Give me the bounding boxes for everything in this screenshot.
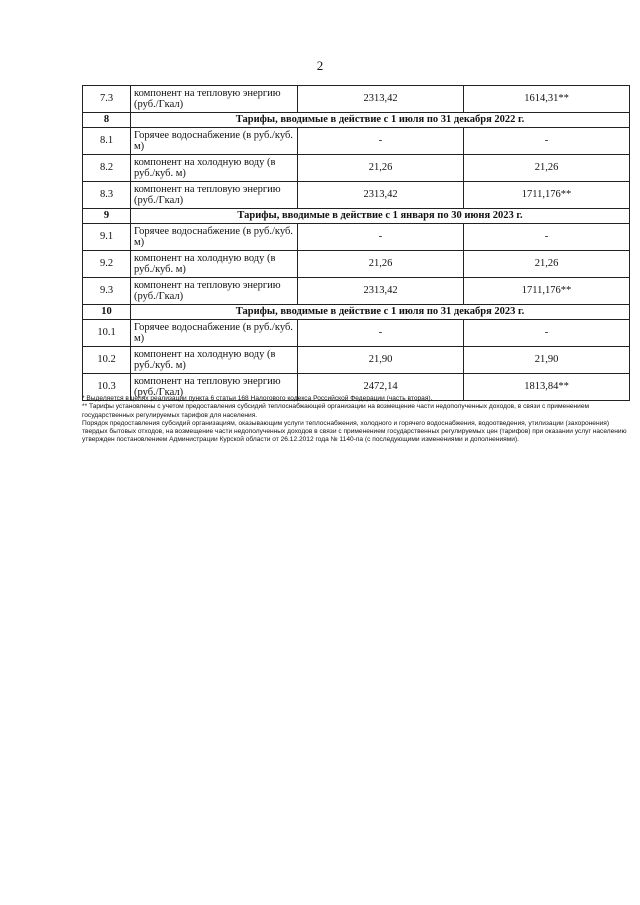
- row-value-1: 21,90: [298, 347, 464, 374]
- row-name: компонент на холодную воду (в руб./куб. м): [131, 347, 298, 374]
- row-name: Горячее водоснабжение (в руб./куб. м): [131, 128, 298, 155]
- table-row: [83, 224, 630, 251]
- row-number: 7.3: [83, 86, 131, 113]
- row-number: 9.1: [83, 224, 131, 251]
- table-row: [83, 182, 630, 209]
- row-name: Горячее водоснабжение (в руб./куб. м): [131, 320, 298, 347]
- row-value-2: -: [464, 320, 630, 347]
- row-name: компонент на тепловую энергию (руб./Гкал): [131, 374, 298, 401]
- section-title: Тарифы, вводимые в действие с 1 января по 30 июня 2023 г.: [131, 209, 630, 224]
- row-value-2: 21,90: [464, 347, 630, 374]
- row-number: 9.3: [83, 278, 131, 305]
- row-name: компонент на холодную воду (в руб./куб. м): [131, 155, 298, 182]
- table-section-row: [83, 209, 630, 224]
- row-value-1: 2313,42: [298, 278, 464, 305]
- table-row: [83, 320, 630, 347]
- row-value-2: -: [464, 224, 630, 251]
- tariff-table-body: [83, 86, 630, 401]
- table-row: [83, 155, 630, 182]
- table-section-row: [83, 113, 630, 128]
- table-row: [83, 86, 630, 113]
- footnote-procedure: Порядок предоставления субсидий организациям, оказывающим услуги теплоснабжения, холодного и горячего водоснабжения, водоотведения, утилизации (захоронения) твердых бытовых отходов, на возмещение части недополученных доходов в связи с применением государственных регулируемых цен (тарифов) при оказании услуг населению утвержден постановлением Администрации Курской области от 26.12.2012 года № 1140-па (с последующими изменениями и дополнениями).: [82, 419, 627, 444]
- tariff-table: [82, 85, 630, 401]
- row-name: компонент на тепловую энергию (руб./Гкал): [131, 182, 298, 209]
- row-name: компонент на холодную воду (в руб./куб. м): [131, 251, 298, 278]
- table-row: [83, 128, 630, 155]
- row-value-1: -: [298, 320, 464, 347]
- row-number: 8.3: [83, 182, 131, 209]
- row-number: 8.1: [83, 128, 131, 155]
- footnotes: [82, 395, 632, 445]
- row-number: 10.3: [83, 374, 131, 401]
- row-value-1: -: [298, 224, 464, 251]
- row-value-2: 1813,84**: [464, 374, 630, 401]
- table-row: [83, 347, 630, 374]
- section-number: 9: [83, 209, 131, 224]
- table-row: [83, 278, 630, 305]
- row-value-2: 1614,31**: [464, 86, 630, 113]
- row-value-1: -: [298, 128, 464, 155]
- page-number: 2: [316, 58, 324, 73]
- row-name: компонент на тепловую энергию (руб./Гкал): [131, 278, 298, 305]
- footnote-subsidy: ** Тарифы установлены с учетом предоставления субсидий теплоснабжающей организации на возмещение части недополученных доходов, в связи с применением государственных регулируемых тарифов для населения.: [82, 403, 590, 419]
- section-title: Тарифы, вводимые в действие с 1 июля по 31 декабря 2023 г.: [131, 305, 630, 320]
- row-value-1: 2472,14: [298, 374, 464, 401]
- row-number: 8.2: [83, 155, 131, 182]
- row-number: 9.2: [83, 251, 131, 278]
- row-name: Горячее водоснабжение (в руб./куб. м): [131, 224, 298, 251]
- row-value-2: 21,26: [464, 251, 630, 278]
- row-value-1: 21,26: [298, 155, 464, 182]
- row-value-1: 2313,42: [298, 182, 464, 209]
- row-value-2: 21,26: [464, 155, 630, 182]
- row-value-2: -: [464, 128, 630, 155]
- row-number: 10.2: [83, 347, 131, 374]
- section-title: Тарифы, вводимые в действие с 1 июля по 31 декабря 2022 г.: [131, 113, 630, 128]
- row-value-2: 1711,176**: [464, 278, 630, 305]
- row-value-2: 1711,176**: [464, 182, 630, 209]
- row-value-1: 21,26: [298, 251, 464, 278]
- table-row: [83, 251, 630, 278]
- row-value-1: 2313,42: [298, 86, 464, 113]
- row-number: 10.1: [83, 320, 131, 347]
- section-number: 8: [83, 113, 131, 128]
- section-number: 10: [83, 305, 131, 320]
- row-name: компонент на тепловую энергию (руб./Гкал): [131, 86, 298, 113]
- table-section-row: [83, 305, 630, 320]
- footnote-vat: * Выделяется в целях реализации пункта 6 статьи 168 Налогового кодекса Российской Федерации (часть вторая).: [82, 395, 433, 402]
